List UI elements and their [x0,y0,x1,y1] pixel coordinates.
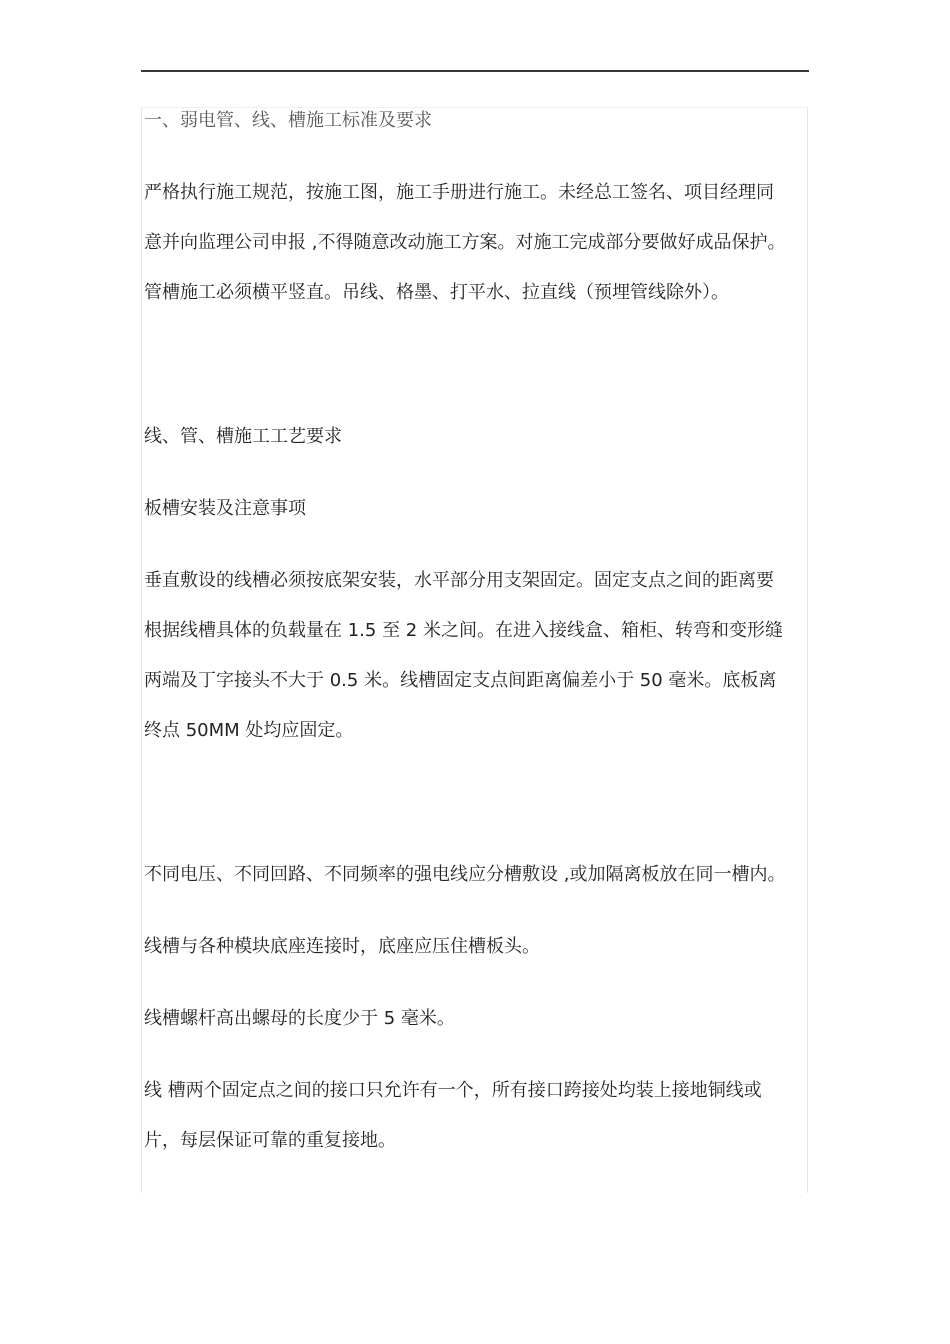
document-title: 一、弱电管、线、槽施工标准及要求 [144,110,432,131]
note-separate-circuits: 不同电压、不同回路、不同频率的强电线应分槽敷设 ,或加隔离板放在同一槽内。 [144,864,786,885]
install-line-4: 终点 50MM 处均应固定。 [144,720,354,741]
install-line-2: 根据线槽具体的负载量在 1.5 至 2 米之间。在进入接线盒、箱柜、转弯和变形缝 [144,620,783,641]
header-rule [141,70,809,72]
install-line-1: 垂直敷设的线槽必须按底架安装，水平部分用支架固定。固定支点之间的距离要 [144,570,774,591]
install-line-3: 两端及丁字接头不大于 0.5 米。线槽固定支点间距离偏差小于 50 毫米。底板离 [144,670,777,691]
grounding-line-1: 线 槽两个固定点之间的接口只允许有一个，所有接口跨接处均装上接地铜线或 [144,1080,762,1101]
note-module-base: 线槽与各种模块底座连接时，底座应压住槽板头。 [144,936,540,957]
intro-line-3: 管槽施工必须横平竖直。吊线、格墨、打平水、拉直线（预埋管线除外）。 [144,282,729,303]
note-bolt-length: 线槽螺杆高出螺母的长度少于 5 毫米。 [144,1008,455,1029]
intro-line-1: 严格执行施工规范，按施工图，施工手册进行施工。未经总工签名、项目经理同 [144,182,774,203]
grounding-line-2: 片，每层保证可靠的重复接地。 [144,1130,396,1151]
intro-line-2: 意并向监理公司申报 ,不得随意改动施工方案。对施工完成部分要做好成品保护。 [144,232,786,253]
section-heading: 线、管、槽施工工艺要求 [144,426,342,447]
subsection-heading: 板槽安装及注意事项 [144,498,306,519]
